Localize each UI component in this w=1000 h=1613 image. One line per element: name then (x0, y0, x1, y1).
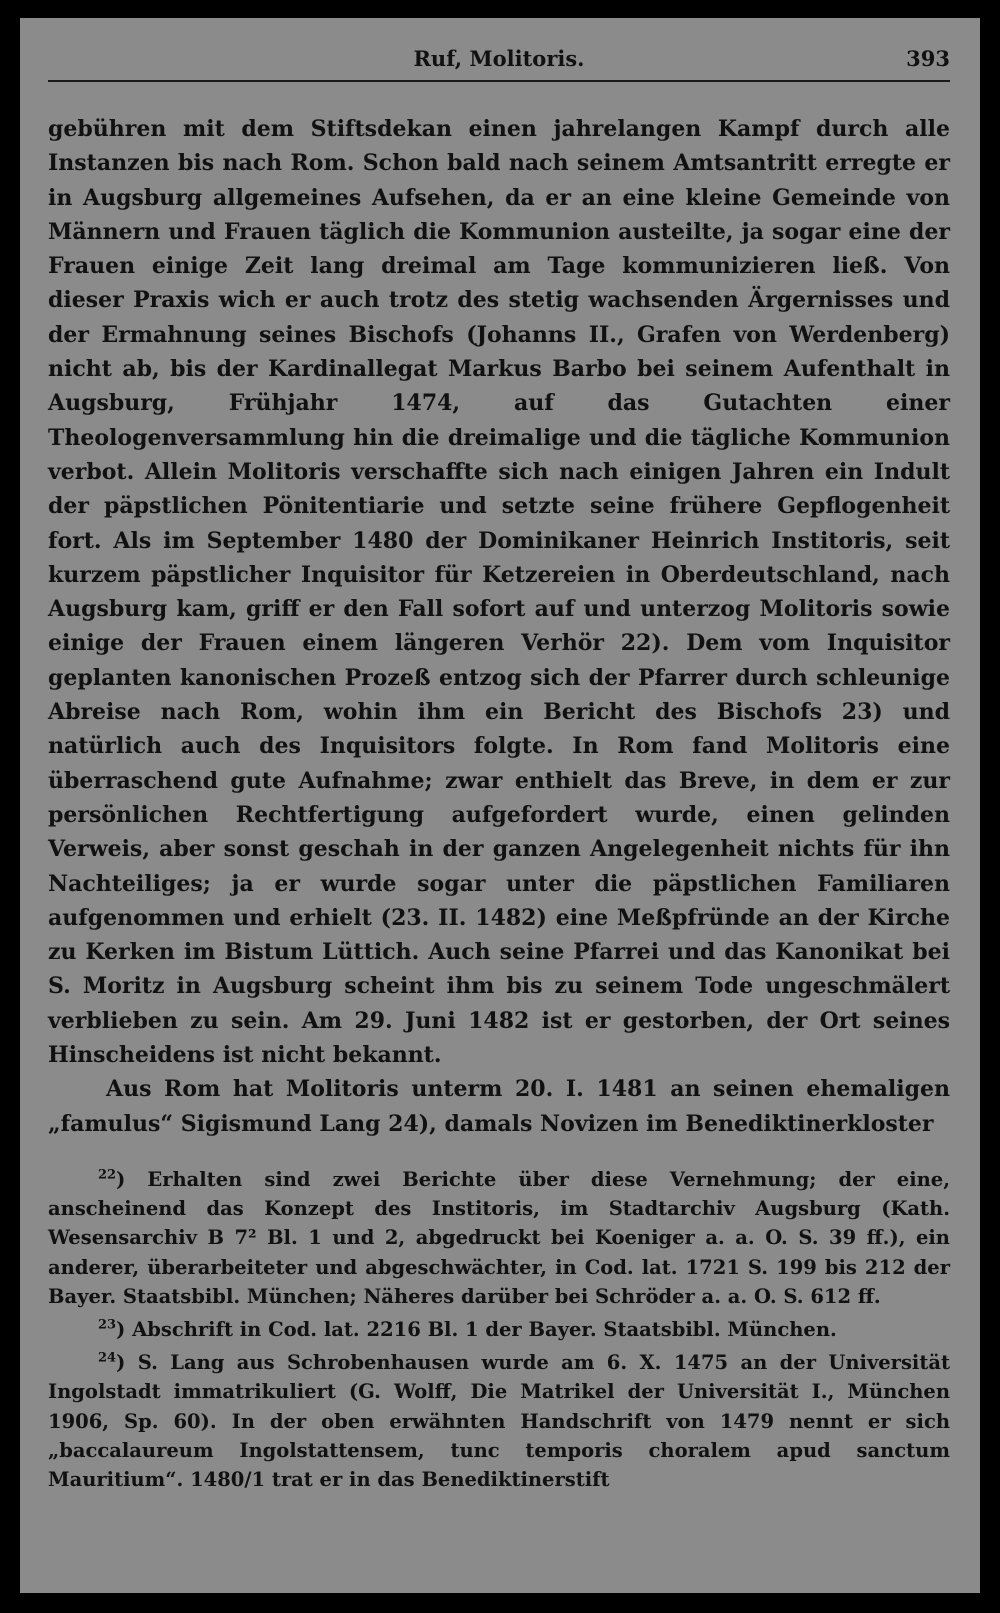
paragraph: gebühren mit dem Stiftsdekan einen jahrelangen Kampf durch alle Instanzen bis nach Rom. Schon bald nach seinem Amtsantritt erregte er in Augsburg allgemeines Aufsehen, da er an eine kleine Gemeinde von Männern und Frauen täglich die Kommunion austeilte, ja sogar eine der Frauen einige Zeit lang dreimal am Tage kommunizieren ließ. Von dieser Praxis wich er auch trotz des stetig wachsenden Ärgernisses und der Ermahnung seines Bischofs (Johanns II., Grafen von Werdenberg) nicht ab, bis der Kardinallegat Markus Barbo bei seinem Aufenthalt in Augsburg, Frühjahr 1474, auf das Gutachten einer Theologenversammlung hin die dreimalige und die tägliche Kommunion verbot. Allein Molitoris verschaffte sich nach einigen Jahren ein Indult der päpstlichen Pönitentiarie und setzte seine frühere Gepflogenheit fort. Als im September 1480 der Dominikaner Heinrich Institoris, seit kurzem päpstlicher Inquisitor für Ketzereien in Oberdeutschland, nach Augsburg kam, griff er den Fall sofort auf und unterzog Molitoris sowie einige der Frauen einem längeren Verhör 22). Dem vom Inquisitor geplanten kanonischen Prozeß entzog sich der Pfarrer durch schleunige Abreise nach Rom, wohin ihm ein Bericht des Bischofs 23) und natürlich auch des Inquisitors folgte. In Rom fand Molitoris eine überraschend gute Aufnahme; zwar enthielt das Breve, in dem er zur persönlichen Rechtfertigung aufgefordert wurde, einen gelinden Verweis, aber sonst geschah in der ganzen Angelegenheit nichts für ihn Nachteiliges; ja er wurde sogar unter die päpstlichen Familiaren aufgenommen und erhielt (23. II. 1482) eine Meßpfründe an der Kirche zu Kerken im Bistum Lüttich. Auch seine Pfarrei und das Kanonikat bei S. Moritz in Augsburg scheint ihm bis zu seinem Tode ungeschmälert verblieben zu sein. Am 29. Juni 1482 ist er gestorben, der Ort seines Hinscheidens ist nicht bekannt. (48, 116, 950, 1069)
footnote-marker: 23 (98, 1317, 117, 1333)
footnotes (48, 1165, 950, 1498)
page-number: 393 (906, 46, 950, 71)
footnote-text: ) Erhalten sind zwei Berichte über diese Vernehmung; der eine, anscheinend das Konzept des Institoris, im Stadtarchiv Augsburg (Kath. Wesensarchiv B 7² Bl. 1 und 2, abgedruckt bei Koeniger a. a. O. S. 39 ff.), ein anderer, überarbeiteter und abgeschwächter, in Cod. lat. 1721 S. 199 bis 212 der Bayer. Staatsbibl. München; Näheres darüber bei Schröder a. a. O. S. 612 ff. (48, 1168, 950, 1308)
footnote-23 (48, 1315, 950, 1344)
main-text (48, 112, 950, 1141)
footnote-text: ) Abschrift in Cod. lat. 2216 Bl. 1 der Bayer. Staatsbibl. München. (116, 1318, 837, 1342)
footnote-marker: 22 (98, 1167, 117, 1183)
page-header (48, 40, 950, 82)
paragraph: Aus Rom hat Molitoris unterm 20. I. 1481 an seinen ehemaligen „famulus“ Sigismund Lang 24), damals Novizen im Benediktinerkloster (48, 1076, 950, 1137)
footnote-24 (48, 1348, 950, 1494)
footnote-text: ) S. Lang aus Schrobenhausen wurde am 6. X. 1475 an der Universität Ingolstadt immatrikuliert (G. Wolff, Die Matrikel der Universität I., München 1906, Sp. 60). In der oben erwähnten Handschrift von 1479 nennt er sich „baccalaureum Ingolstattensem, tunc temporis choralem apud sanctum Mauritium“. 1480/1 trat er in das Benediktinerstift (48, 1351, 950, 1492)
footnote-22 (48, 1165, 950, 1311)
scanned-page (20, 18, 980, 1593)
running-head: Ruf, Molitoris. (413, 46, 585, 71)
footnote-marker: 24 (98, 1350, 117, 1366)
